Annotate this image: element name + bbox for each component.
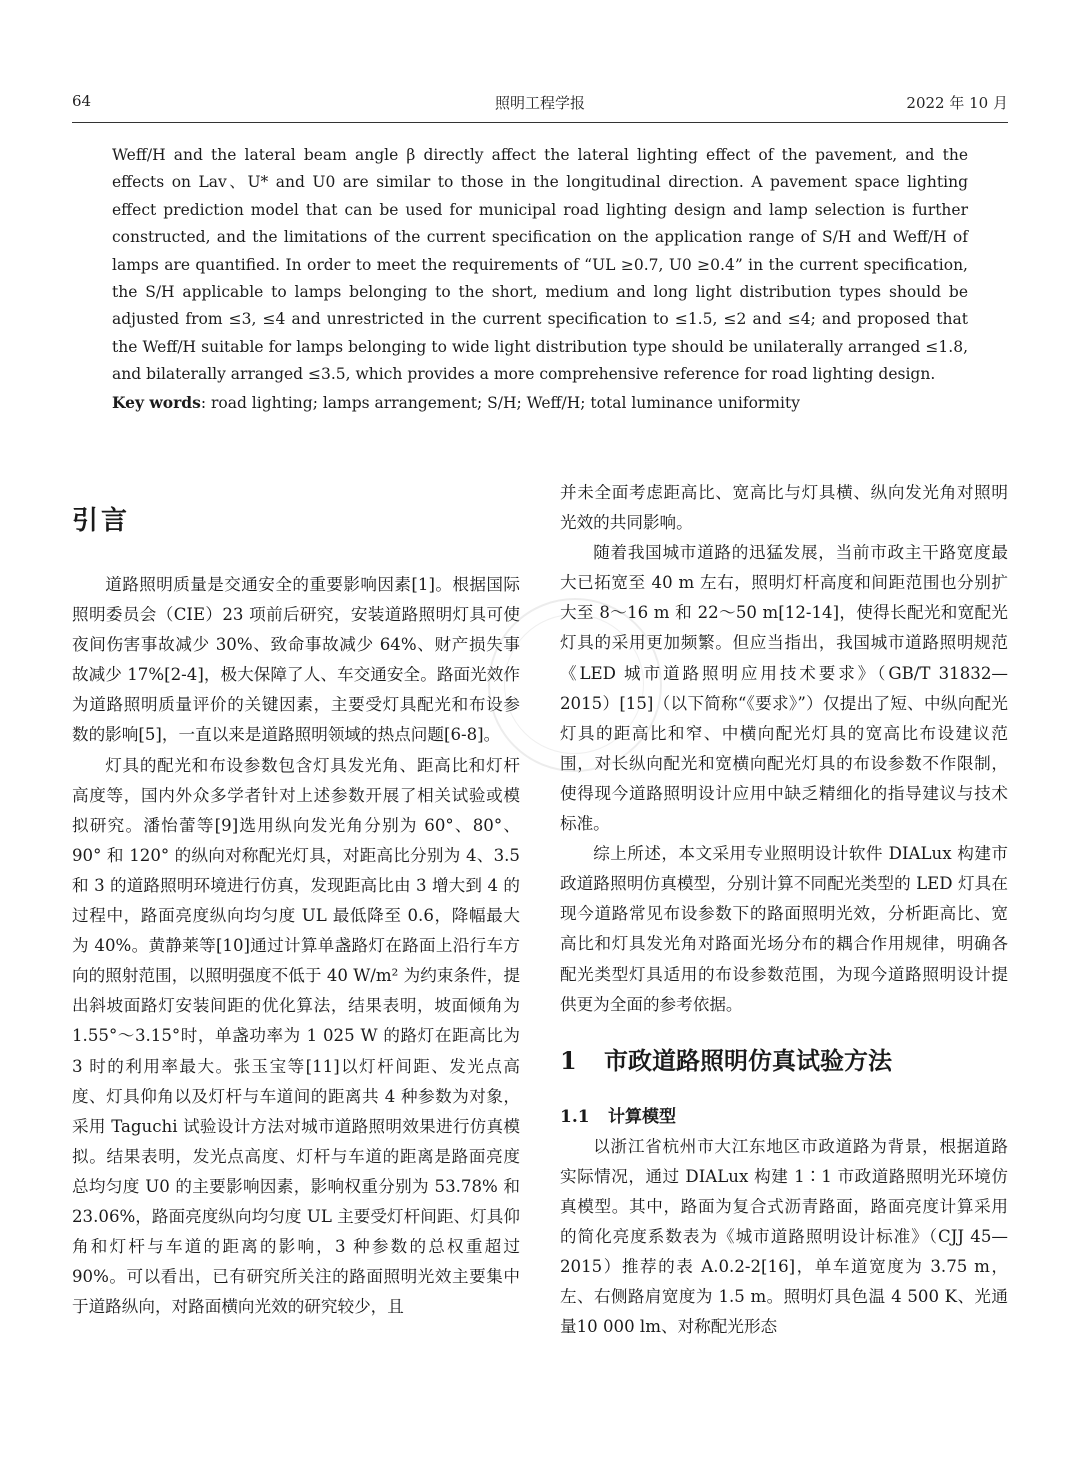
- abstract-text: Weff/H and the lateral beam angle β directly affect the lateral lighting effect of the pavement, and the effects on Lav、U* and U0 are similar to those in the longitudinal direction. A pavement space lighting effect prediction model that can be used for municipal road lighting design and lamp selection is further constructed, and the limitations of the current specification on the application range of S/H and Weff/H of lamps are quantified. In order to meet the requirements of “UL ≥0.7, U0 ≥0.4” in the current specification, the S/H applicable to lamps belonging to the short, medium and long light distribution types should be adjusted from ≤3, ≤4 and unrestricted in the current specification to ≤1.5, ≤2 and ≤4; and proposed that the Weff/H suitable for lamps belonging to wide light distribution type should be unilaterally arranged ≤1.8, and bilaterally arranged ≤3.5, which provides a more comprehensive reference for road lighting design.: [112, 146, 968, 384]
- paragraph: 以浙江省杭州市大江东地区市政道路为背景，根据道路实际情况，通过 DIALux 构建 1∶1 市政道路照明光环境仿真模型。其中，路面为复合式沥青路面，路面亮度计算采用的简化亮度系数表为《城市道路照明设计标准》（CJJ 45—2015）推荐的表 A.0.2-2[16]，单车道宽度为 3.75 m，左、右侧路肩宽度为 1.5 m。照明灯具色温 4 500 K、光通量10 000 lm、对称配光形态: [560, 1136, 1008, 1337]
- issue-date: 2022 年 10 月: [906, 94, 1008, 112]
- paragraph: 综上所述，本文采用专业照明设计软件 DIALux 构建市政道路照明仿真模型，分别计算不同配光类型的 LED 灯具在现今道路常见布设参数下的路面照明光效，分析距高比、宽高比和灯具发光角对路面光场分布的耦合作用规律，明确各配光类型灯具适用的布设参数范围，为现今道路照明设计提供更为全面的参考依据。: [560, 844, 1008, 1014]
- english-abstract: [112, 142, 968, 417]
- paragraph: 灯具的配光和布设参数包含灯具发光角、距高比和灯杆高度等，国内外众多学者针对上述参数开展了相关试验或模拟研究。潘怡蕾等[9]选用纵向发光角分别为 60°、80°、90° 和 120° 的纵向对称配光灯具，对距高比分别为 4、3.5 和 3 的道路照明环境进行仿真，发现距高比由 3 增大到 4 的过程中，路面亮度纵向均匀度 UL 最低降至 0.6，降幅最大为 40%。黄静莱等[10]通过计算单盏路灯在路面上沿行车方向的照射范围，以照明强度不低于 40 W/m² 为约束条件，提出斜坡面路灯安装间距的优化算法，结果表明，坡面倾角为 1.55°～3.15°时，单盏功率为 1 025 W 的路灯在距高比为 3 时的利用率最大。张玉宝等[11]以灯杆间距、发光点高度、灯具仰角以及灯杆与车道间的距离共 4 种参数为对象，采用 Taguchi 试验设计方法对城市道路照明效果进行仿真模拟。结果表明，发光点高度、灯杆与车道的距离是路面亮度总均匀度 U0 的主要影响因素，影响权重分别为 53.78% 和 23.06%，路面亮度纵向均匀度 UL 主要受灯杆间距、灯具仰角和灯杆与车道的距离的影响，3 种参数的总权重超过 90%。可以看出，已有研究所关注的路面照明光效主要集中于道路纵向，对路面横向光效的研究较少，且: [72, 755, 520, 1317]
- keywords-text: : road lighting; lamps arrangement; S/H; Weff/H; total luminance uniformity: [200, 393, 800, 412]
- paragraph: 并未全面考虑距高比、宽高比与灯具横、纵向发光角对照明光效的共同影响。: [560, 483, 1008, 533]
- intro-heading: 引言: [72, 506, 131, 536]
- section-heading: [560, 1020, 1008, 1102]
- section-number: 1: [560, 1045, 577, 1075]
- keywords-label: Key words: [112, 392, 201, 412]
- left-column: [72, 500, 520, 1322]
- right-column: [560, 478, 1008, 1342]
- keywords-line: [112, 389, 968, 417]
- paragraph: 道路照明质量是交通安全的重要影响因素[1]。根据国际照明委员会（CIE）23 项前后研究，安装道路照明灯具可使夜间伤害事故减少 30%、致命事故减少 64%、财产损失事故减少 17%[2-4]，极大保障了人、车交通安全。路面光效作为道路照明质量评价的关键因素，主要受灯具配光和布设参数的影响[5]，一直以来是道路照明领域的热点问题[6-8]。: [72, 575, 520, 745]
- running-header: [72, 92, 1008, 116]
- subsection-title: 计算模型: [608, 1106, 676, 1127]
- section-title: 市政道路照明仿真试验方法: [604, 1045, 892, 1075]
- journal-title: 照明工程学报: [494, 94, 585, 112]
- page-number: 64: [72, 92, 92, 110]
- header-rule: [72, 122, 1008, 123]
- subsection-heading: [560, 1102, 1008, 1132]
- paragraph: 随着我国城市道路的迅猛发展，当前市政主干路宽度最大已拓宽至 40 m 左右，照明灯杆高度和间距范围也分别扩大至 8～16 m 和 22～50 m[12-14]，使得长配光和宽配光灯具的采用更加频繁。但应当指出，我国城市道路照明规范《LED 城市道路照明应用技术要求》（GB/T 31832—2015）[15]（以下简称“《要求》”）仅提出了短、中纵向配光灯具的距高比和窄、中横向配光灯具的宽高比布设建议范围，对长纵向配光和宽横向配光灯具的布设参数不作限制，使得现今道路照明设计应用中缺乏精细化的指导建议与技术标准。: [560, 543, 1008, 834]
- subsection-number: 1.1: [560, 1106, 590, 1127]
